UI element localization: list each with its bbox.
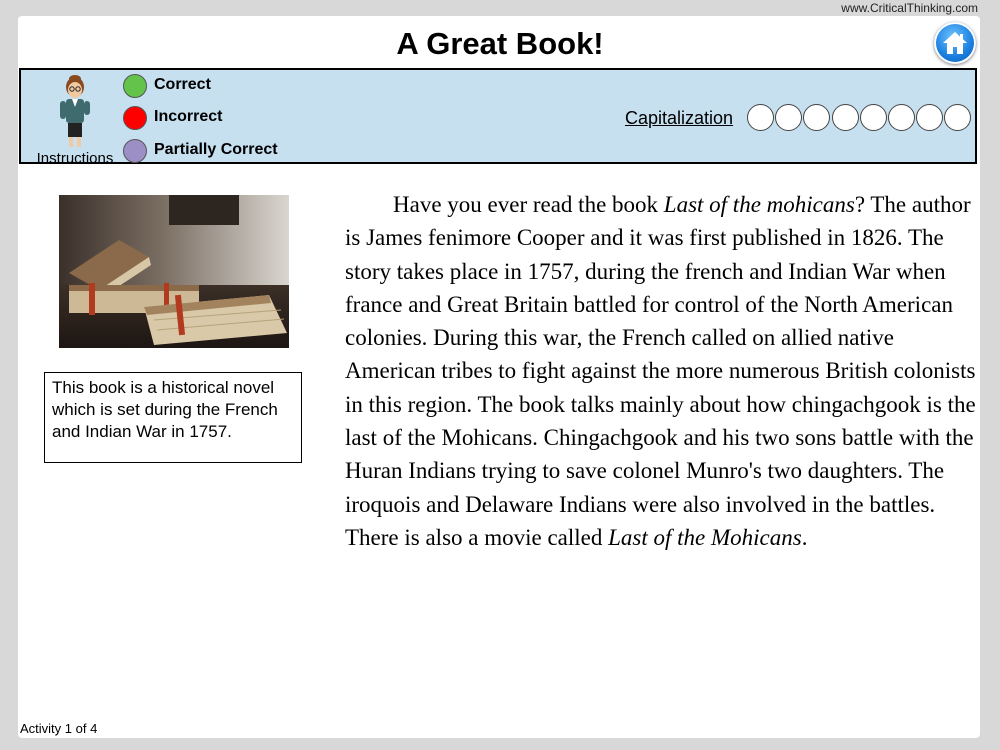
legend-partially-correct-label: Partially Correct xyxy=(154,141,278,158)
instructions-label: Instructions xyxy=(36,150,114,167)
progress-circle xyxy=(803,104,830,131)
story-text[interactable]: ? The author is James fenimore Cooper and it was first published in 1826. The story takes place in 1757, during the french and Indian War when france and Great Britain battled for control of the North American colonies. During this war, the French called on allied native American tribes to fight against the more numerous British colonists in this region. The book talks mainly about how chingachgook is the last of the Mohicans. Chingachgook and his two sons battle with the Huran Indians trying to save colonel Munro's two daughters. The iroquois and Delaware Indians were also involved in the battles. There is also a movie called xyxy=(345,192,976,550)
instructions-button[interactable] xyxy=(31,72,119,167)
progress-circle xyxy=(775,104,802,131)
progress-circle xyxy=(888,104,915,131)
book-title-text[interactable]: Last of the Mohicans xyxy=(608,524,802,550)
home-button[interactable] xyxy=(934,22,976,64)
teacher-icon xyxy=(55,75,95,149)
page-title: A Great Book! xyxy=(396,26,604,61)
home-icon xyxy=(942,30,968,56)
feedback-toolbar xyxy=(19,68,977,167)
caption-box: This book is a historical novel which is set during the French and Indian War in 1757. xyxy=(44,372,302,463)
book-photo xyxy=(59,195,289,348)
correct-dot-icon xyxy=(123,74,147,98)
story-passage xyxy=(345,188,977,554)
legend-correct-label: Correct xyxy=(154,76,211,93)
book-title-text[interactable]: Last of the mohicans xyxy=(663,192,855,217)
legend-incorrect-label: Incorrect xyxy=(154,108,223,125)
skill-label: Capitalization xyxy=(625,108,734,128)
progress-circle xyxy=(747,104,774,131)
activity-counter: Activity 1 of 4 xyxy=(20,721,98,736)
story-paragraph xyxy=(345,188,977,554)
progress-circle xyxy=(860,104,887,131)
story-text[interactable]: Have you ever read the book xyxy=(393,192,664,217)
site-url: www.CriticalThinking.com xyxy=(841,1,978,15)
partially-correct-dot-icon xyxy=(123,139,147,163)
progress-circle xyxy=(944,104,971,131)
incorrect-dot-icon xyxy=(123,106,147,130)
story-text[interactable]: . xyxy=(801,524,808,550)
progress-circle xyxy=(832,104,859,131)
progress-circle xyxy=(916,104,943,131)
